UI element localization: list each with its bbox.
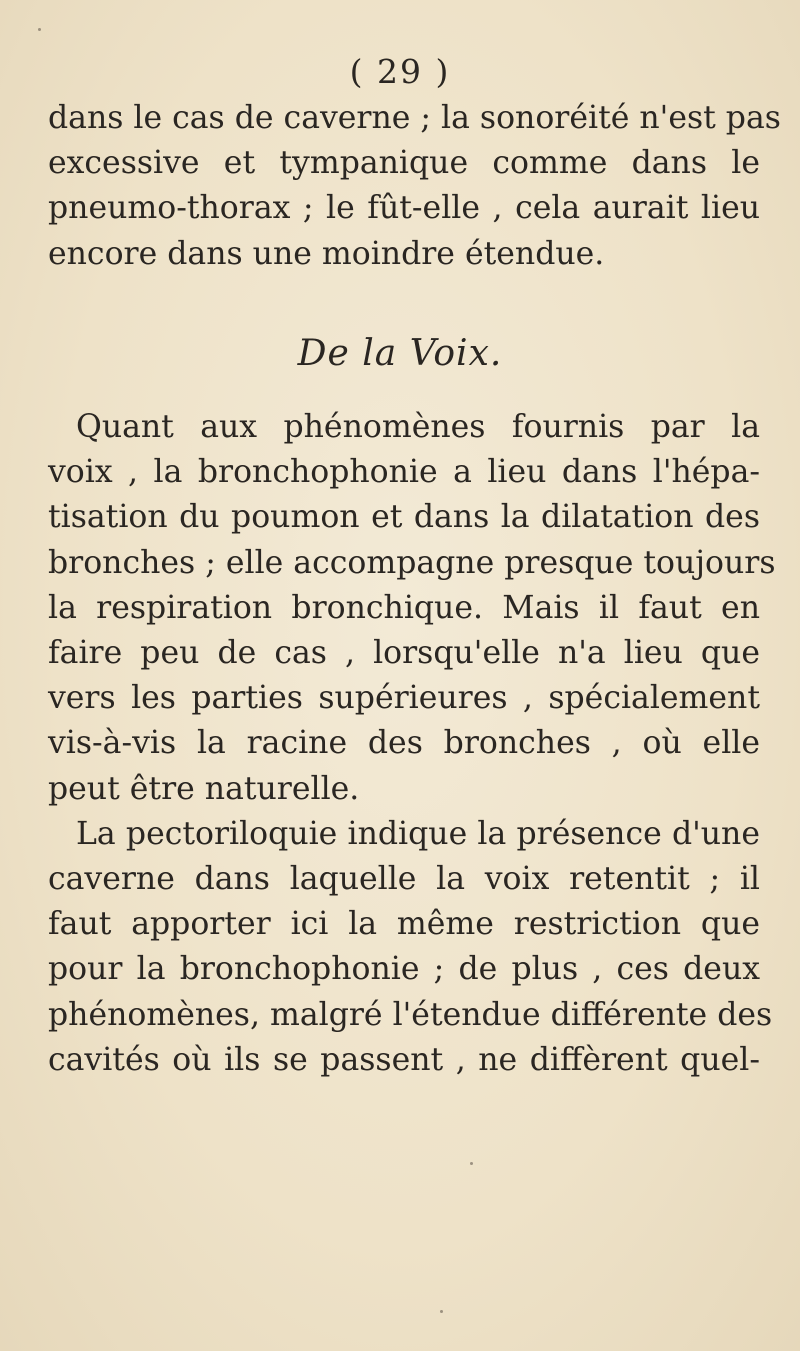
text-line: excessive et tympanique comme dans le	[48, 145, 760, 182]
text-line: vis-à-vis la racine des bronches , où elle	[48, 725, 760, 762]
text-line: peut être naturelle.	[48, 770, 360, 807]
text-line: vers les parties supérieures , spécialement	[48, 680, 760, 717]
text-line: phénomènes, malgré l'étendue différente des	[48, 996, 773, 1033]
ink-speck	[38, 28, 41, 31]
page-number: ( 29 )	[349, 52, 451, 91]
text-line: encore dans une moindre étendue.	[48, 235, 605, 272]
text-line: faut apporter ici la même restriction que	[48, 906, 760, 943]
text-line: pneumo-thorax ; le fût-elle , cela aurait lieu	[48, 190, 760, 227]
ink-speck	[440, 1310, 443, 1313]
text-line: pour la bronchophonie ; de plus , ces deux	[48, 951, 760, 988]
text-line: la respiration bronchique. Mais il faut en	[48, 589, 760, 626]
text-line: Quant aux phénomènes fournis par la	[76, 409, 760, 445]
text-line: voix , la bronchophonie a lieu dans l'hépa-	[48, 454, 760, 491]
ink-speck	[470, 1162, 473, 1165]
section-body	[48, 405, 776, 1083]
text-line: bronches ; elle accompagne presque toujours	[48, 544, 776, 581]
text-line: tisation du poumon et dans la dilatation des	[48, 499, 760, 536]
text-line: La pectoriloquie indique la présence d'une	[76, 815, 760, 852]
text-line: dans le cas de caverne ; la sonoréité n'est pas	[48, 100, 781, 136]
paragraph-continued	[48, 96, 781, 277]
text-line: cavités où ils se passent , ne diffèrent quel-	[48, 1041, 760, 1078]
section-heading: De la Voix.	[297, 333, 503, 374]
text-line: faire peu de cas , lorsqu'elle n'a lieu que	[48, 635, 760, 672]
text-line: caverne dans laquelle la voix retentit ; il	[48, 861, 760, 898]
